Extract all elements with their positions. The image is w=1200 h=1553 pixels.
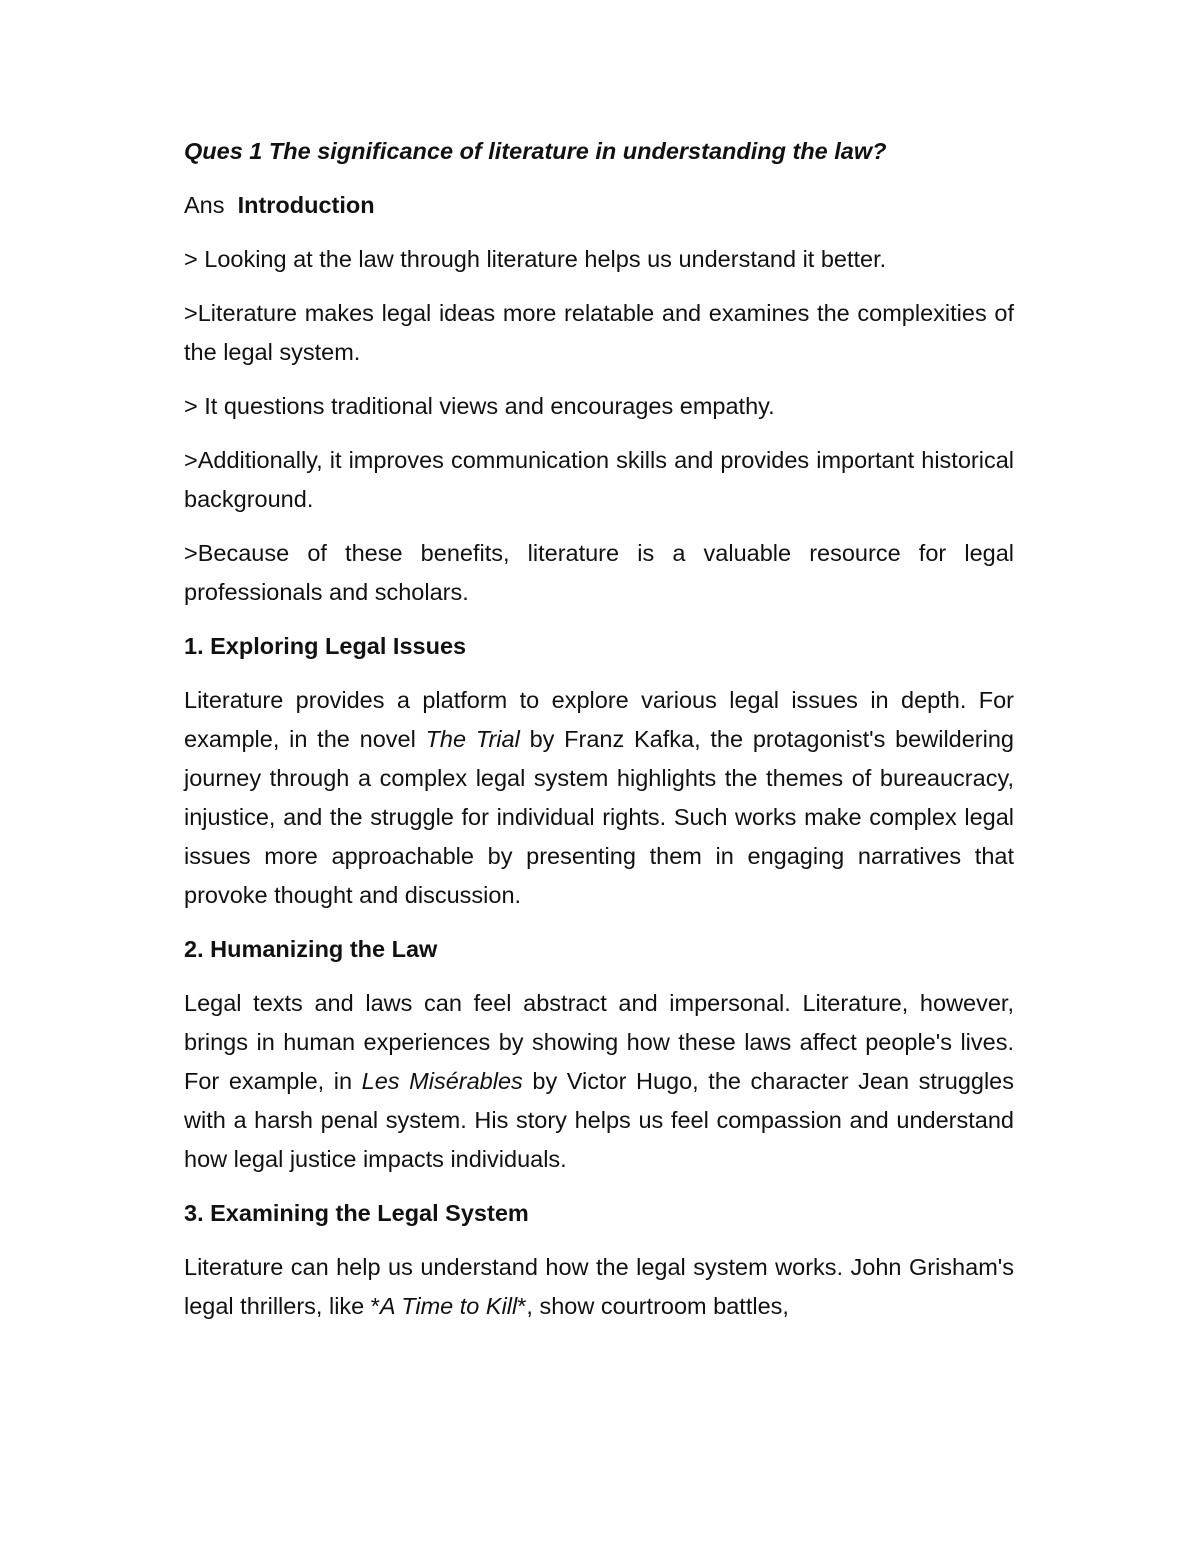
section-text: by Victor Hugo, the character Jean struggles with a harsh penal system. His story helps us feel compassion and understand how legal justice impacts individuals. xyxy=(184,1068,1015,1172)
section-heading: 2. Humanizing the Law xyxy=(184,936,438,962)
book-title: A Time to Kill xyxy=(379,1293,518,1319)
section-text: Literature provides a platform to explore various legal issues in depth. For example, in the novel xyxy=(184,687,1014,752)
book-title: Les Misérables xyxy=(361,1068,523,1094)
answer-heading: Introduction xyxy=(237,192,375,218)
document-page xyxy=(184,132,1014,1341)
section-body xyxy=(184,984,1014,1179)
section-body xyxy=(184,1248,1014,1326)
section-text: Literature can help us understand how the legal system works. John Grisham's legal thrillers, like * xyxy=(184,1254,1014,1319)
answer-line xyxy=(184,186,1014,225)
intro-point: > It questions traditional views and encourages empathy. xyxy=(184,393,775,419)
intro-point: >Additionally, it improves communication skills and provides important historical background. xyxy=(184,447,1014,512)
book-title: The Trial xyxy=(425,726,520,752)
question-title: Ques 1 The significance of literature in understanding the law? xyxy=(184,138,887,164)
intro-point: >Literature makes legal ideas more relatable and examines the complexities of the legal system. xyxy=(184,300,1014,365)
intro-point: > Looking at the law through literature helps us understand it better. xyxy=(184,246,887,272)
section-text: *, show courtroom battles, xyxy=(517,1293,789,1319)
section-heading: 1. Exploring Legal Issues xyxy=(184,633,467,659)
section-heading: 3. Examining the Legal System xyxy=(184,1200,529,1226)
section-text: by Franz Kafka, the protagonist's bewildering journey through a complex legal system highlights the themes of bureaucracy, injustice, and the struggle for individual rights. Such works make complex legal issues more approachable by presenting them in engaging narratives that provoke thought and discussion. xyxy=(184,726,1014,908)
section-text: Legal texts and laws can feel abstract and impersonal. Literature, however, brings in human experiences by showing how these laws affect people's lives. For example, in xyxy=(184,990,1014,1094)
section-body xyxy=(184,681,1014,915)
intro-point: >Because of these benefits, literature is a valuable resource for legal professionals and scholars. xyxy=(184,540,1014,605)
answer-label: Ans xyxy=(184,192,225,218)
